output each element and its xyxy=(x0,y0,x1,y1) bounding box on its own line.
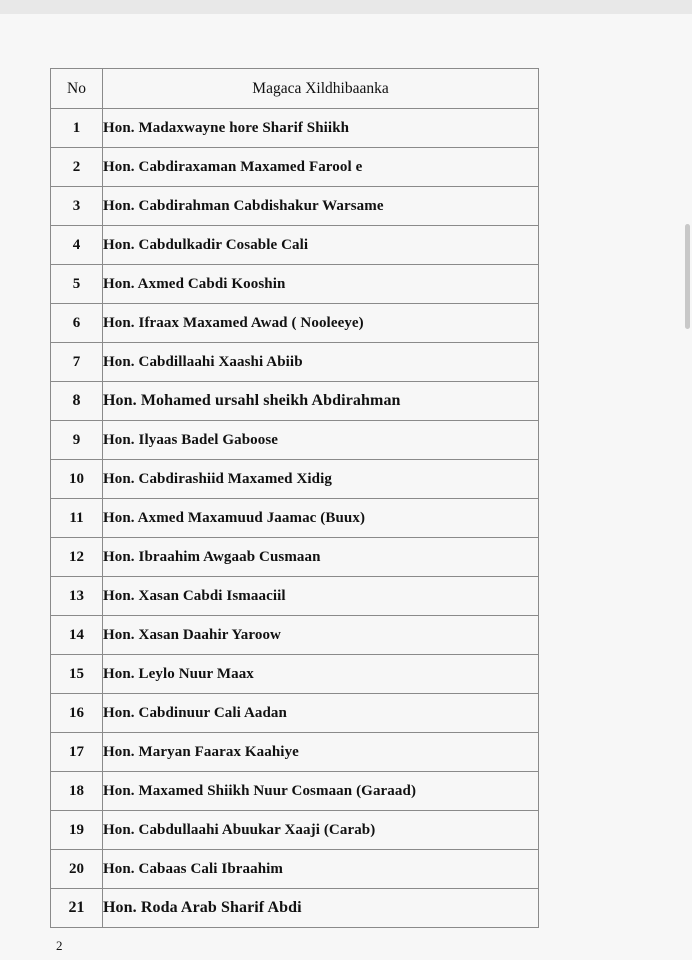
table-row xyxy=(51,109,539,148)
row-number: 19 xyxy=(51,811,103,850)
table-row xyxy=(51,850,539,889)
member-name: Hon. Axmed Cabdi Kooshin xyxy=(103,265,539,304)
scrollbar[interactable] xyxy=(685,224,690,329)
row-number: 6 xyxy=(51,304,103,343)
table-row xyxy=(51,304,539,343)
table-row xyxy=(51,187,539,226)
member-name: Hon. Madaxwayne hore Sharif Shiikh xyxy=(103,109,539,148)
row-number: 8 xyxy=(51,382,103,421)
member-name: Hon. Mohamed ursahl sheikh Abdirahman xyxy=(103,382,539,421)
row-number: 17 xyxy=(51,733,103,772)
member-name: Hon. Leylo Nuur Maax xyxy=(103,655,539,694)
page-number: 2 xyxy=(56,938,63,953)
table-row xyxy=(51,772,539,811)
member-name: Hon. Xasan Daahir Yaroow xyxy=(103,616,539,655)
member-name: Hon. Axmed Maxamuud Jaamac (Buux) xyxy=(103,499,539,538)
table-row xyxy=(51,499,539,538)
table-row xyxy=(51,694,539,733)
table-row xyxy=(51,889,539,928)
member-name: Hon. Maxamed Shiikh Nuur Cosmaan (Garaad) xyxy=(103,772,539,811)
member-name: Hon. Ifraax Maxamed Awad ( Nooleeye) xyxy=(103,304,539,343)
members-table xyxy=(50,68,539,928)
table-row xyxy=(51,811,539,850)
table-row xyxy=(51,382,539,421)
row-number: 12 xyxy=(51,538,103,577)
row-number: 18 xyxy=(51,772,103,811)
header-name: Magaca Xildhibaanka xyxy=(103,69,539,109)
table-row xyxy=(51,733,539,772)
row-number: 16 xyxy=(51,694,103,733)
row-number: 20 xyxy=(51,850,103,889)
member-name: Hon. Maryan Faarax Kaahiye xyxy=(103,733,539,772)
table-header-row xyxy=(51,69,539,109)
member-name: Hon. Cabdulkadir Cosable Cali xyxy=(103,226,539,265)
top-strip xyxy=(0,0,692,15)
member-name: Hon. Cabdirahman Cabdishakur Warsame xyxy=(103,187,539,226)
member-name: Hon. Cabdillaahi Xaashi Abiib xyxy=(103,343,539,382)
member-name: Hon. Ibraahim Awgaab Cusmaan xyxy=(103,538,539,577)
row-number: 10 xyxy=(51,460,103,499)
member-name: Hon. Cabdullaahi Abuukar Xaaji (Carab) xyxy=(103,811,539,850)
row-number: 21 xyxy=(51,889,103,928)
table-row xyxy=(51,265,539,304)
table-row xyxy=(51,421,539,460)
row-number: 15 xyxy=(51,655,103,694)
header-no: No xyxy=(51,69,103,109)
member-name: Hon. Cabdinuur Cali Aadan xyxy=(103,694,539,733)
member-name: Hon. Cabdirashiid Maxamed Xidig xyxy=(103,460,539,499)
row-number: 3 xyxy=(51,187,103,226)
row-number: 9 xyxy=(51,421,103,460)
table-row xyxy=(51,226,539,265)
table-row xyxy=(51,655,539,694)
table-row xyxy=(51,343,539,382)
member-name: Hon. Cabdiraxaman Maxamed Farool e xyxy=(103,148,539,187)
row-number: 5 xyxy=(51,265,103,304)
table-row xyxy=(51,460,539,499)
row-number: 2 xyxy=(51,148,103,187)
member-name: Hon. Xasan Cabdi Ismaaciil xyxy=(103,577,539,616)
row-number: 7 xyxy=(51,343,103,382)
table-row xyxy=(51,616,539,655)
row-number: 14 xyxy=(51,616,103,655)
row-number: 13 xyxy=(51,577,103,616)
table-row xyxy=(51,148,539,187)
row-number: 11 xyxy=(51,499,103,538)
member-name: Hon. Cabaas Cali Ibraahim xyxy=(103,850,539,889)
row-number: 1 xyxy=(51,109,103,148)
member-name: Hon. Roda Arab Sharif Abdi xyxy=(103,889,539,928)
row-number: 4 xyxy=(51,226,103,265)
table-row xyxy=(51,538,539,577)
table-row xyxy=(51,577,539,616)
member-name: Hon. Ilyaas Badel Gaboose xyxy=(103,421,539,460)
